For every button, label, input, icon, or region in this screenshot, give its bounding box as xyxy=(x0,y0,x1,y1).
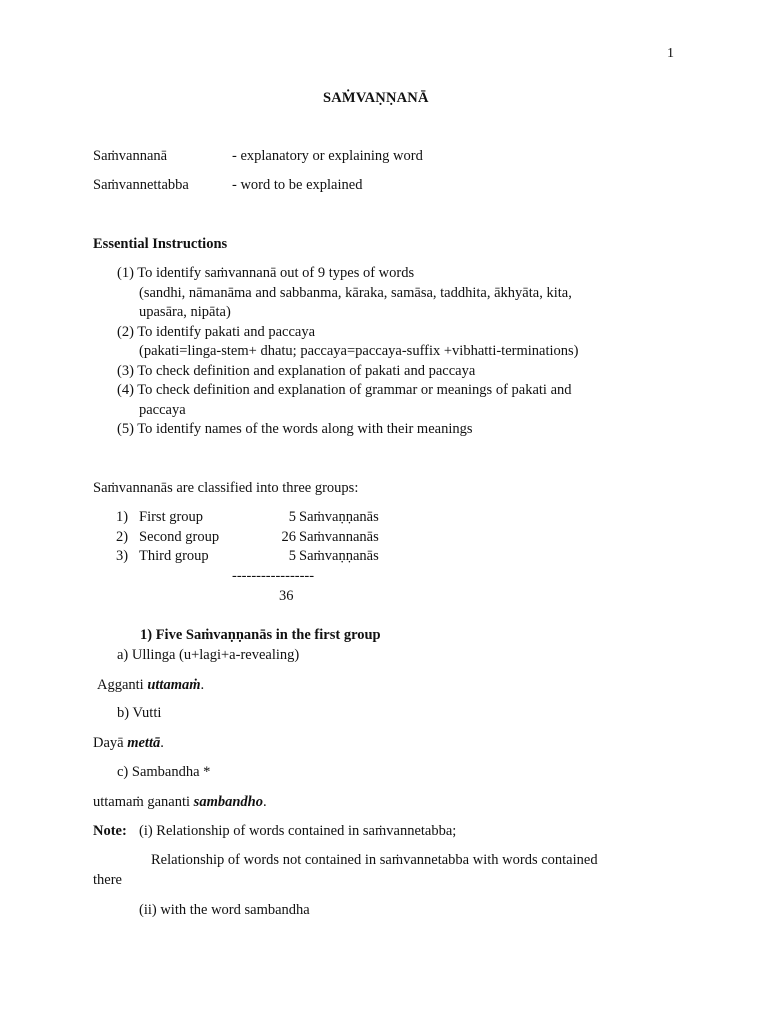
first-group-example-b-suffix: . xyxy=(160,735,164,751)
instruction-5-line-1: (5) To identify names of the words along with their meanings xyxy=(117,421,473,437)
definition-term-1: Saṁvannanā xyxy=(93,148,168,164)
first-group-item-b: b) Vutti xyxy=(117,705,162,721)
first-group-heading: 1) Five Saṁvaṇṇanās in the first group xyxy=(140,627,381,643)
page-number: 1 xyxy=(667,46,674,61)
instructions-heading: Essential Instructions xyxy=(93,236,228,252)
group-3-count: 5 xyxy=(288,548,296,564)
first-group-item-c: c) Sambandha * xyxy=(117,764,211,780)
instruction-4-line-1: (4) To check definition and explanation of grammar or meanings of pakati and xyxy=(117,382,572,398)
instruction-1-line-2: (sandhi, nāmanāma and sabbanma, kāraka, samāsa, taddhita, ākhyāta, kita, xyxy=(139,285,572,301)
definition-text-1: - explanatory or explaining word xyxy=(232,148,423,164)
group-3-label: Third group xyxy=(139,548,209,564)
first-group-example-b-prefix: Dayā xyxy=(93,735,128,751)
definition-text-2: - word to be explained xyxy=(232,177,363,193)
group-3-unit: Saṁvaṇṇanās xyxy=(299,548,379,564)
instruction-1-line-3: upasāra, nipāta) xyxy=(139,304,231,320)
first-group-example-c-prefix: uttamaṁ gananti xyxy=(93,794,194,810)
groups-intro: Saṁvannanās are classified into three groups: xyxy=(93,480,359,496)
group-1-count: 5 xyxy=(288,509,296,525)
group-2-label: Second group xyxy=(139,529,220,545)
group-1-index: 1) xyxy=(116,509,129,525)
groups-total: 36 xyxy=(279,588,294,604)
instruction-1-line-1: (1) To identify saṁvannanā out of 9 types of words xyxy=(117,265,415,281)
note-line-1: (i) Relationship of words contained in saṁvannetabba; xyxy=(139,823,457,839)
group-2-unit: Saṁvannanās xyxy=(299,529,379,545)
group-1-label: First group xyxy=(139,509,204,525)
note-line-4: (ii) with the word sambandha xyxy=(139,902,310,918)
first-group-example-a-prefix: Agganti xyxy=(97,677,148,693)
first-group-example-b xyxy=(93,734,164,753)
note-line-2: Relationship of words not contained in saṁvannetabba with words contained xyxy=(151,852,598,868)
instruction-2-line-1: (2) To identify pakati and paccaya xyxy=(117,324,316,340)
first-group-example-c xyxy=(93,793,267,812)
first-group-example-a-emphasis: uttamaṁ xyxy=(147,677,201,693)
note-label: Note: xyxy=(93,823,127,839)
page-title: SAṀVAṆṆANĀ xyxy=(323,90,429,106)
group-2-count: 26 xyxy=(281,529,296,545)
groups-separator: ----------------- xyxy=(232,568,315,584)
instruction-2-line-2: (pakati=linga-stem+ dhatu; paccaya=paccaya-suffix +vibhatti-terminations) xyxy=(139,343,579,359)
first-group-example-a-suffix: . xyxy=(200,677,205,693)
group-2-index: 2) xyxy=(116,529,129,545)
first-group-item-a: a) Ullinga (u+lagi+a-revealing) xyxy=(117,647,300,663)
first-group-example-c-suffix: . xyxy=(262,794,267,810)
first-group-example-c-emphasis: sambandho xyxy=(193,794,263,810)
first-group-example-b-emphasis: mettā xyxy=(127,735,161,751)
definition-term-2: Saṁvannettabba xyxy=(93,177,189,193)
first-group-example-a xyxy=(97,676,204,695)
group-3-index: 3) xyxy=(116,548,129,564)
instruction-3-line-1: (3) To check definition and explanation of pakati and paccaya xyxy=(117,363,476,379)
group-1-unit: Saṁvaṇṇanās xyxy=(299,509,379,525)
instruction-4-line-2: paccaya xyxy=(139,402,186,418)
note-line-3: there xyxy=(93,872,122,888)
